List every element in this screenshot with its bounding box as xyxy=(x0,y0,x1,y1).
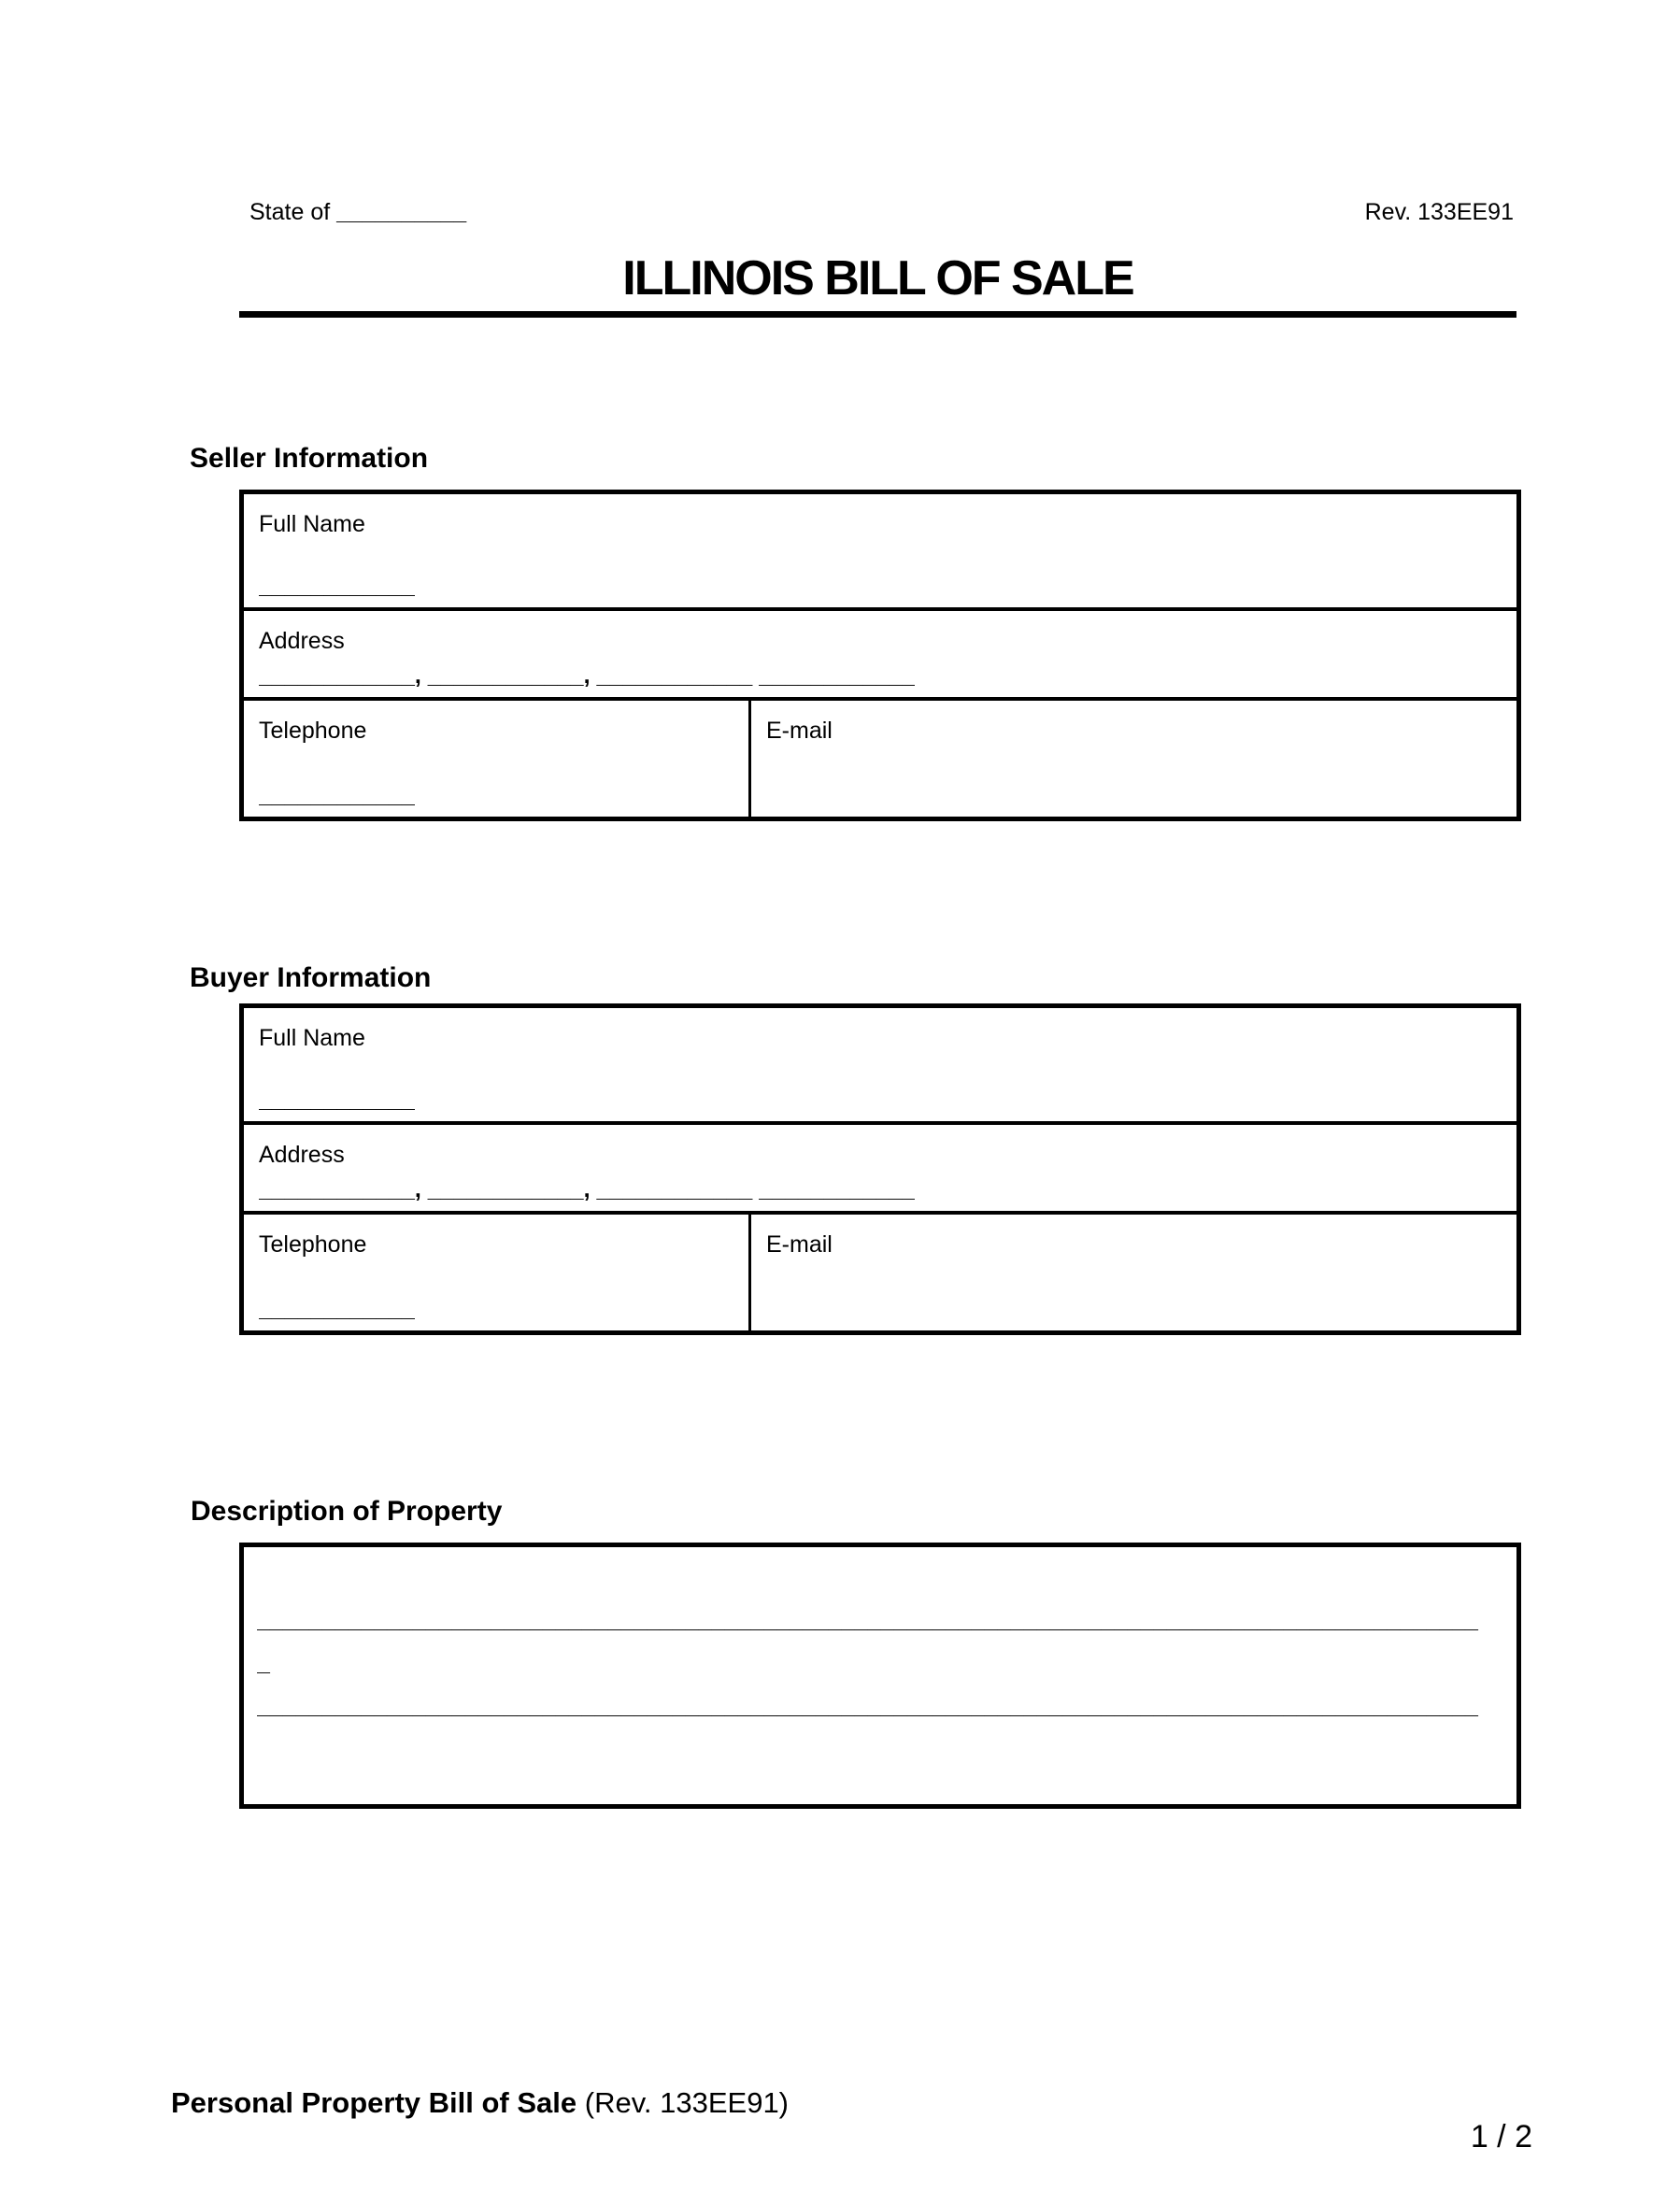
state-of-label: State of xyxy=(249,199,331,225)
description-box xyxy=(239,1543,1521,1809)
buyer-email-label: E-mail xyxy=(766,1231,833,1258)
state-of-line xyxy=(249,199,466,226)
seller-telephone-label: Telephone xyxy=(259,718,367,744)
buyer-full-name-cell xyxy=(244,1008,1516,1125)
description-section-heading: Description of Property xyxy=(191,1496,503,1527)
description-blank-line-2: _ xyxy=(257,1650,270,1676)
title-rule xyxy=(239,311,1516,318)
buyer-telephone-label: Telephone xyxy=(259,1231,367,1258)
buyer-address-label: Address xyxy=(259,1142,345,1168)
footer-revision: (Rev. 133EE91) xyxy=(577,2086,790,2119)
buyer-info-table xyxy=(239,1003,1521,1335)
seller-email-cell xyxy=(751,701,1516,817)
buyer-contact-row xyxy=(244,1215,1516,1330)
revision-label: Rev. 133EE91 xyxy=(1364,199,1514,225)
footer-title-bold: Personal Property Bill of Sale xyxy=(171,2086,577,2119)
seller-email-label: E-mail xyxy=(766,718,833,744)
buyer-telephone-cell xyxy=(244,1215,751,1330)
buyer-telephone-blank: ____________ xyxy=(259,1298,415,1321)
seller-address-cell xyxy=(244,611,1516,701)
seller-info-table xyxy=(239,490,1521,821)
description-blank-line-1: ______________________________________________________________________________________________ xyxy=(257,1607,1478,1633)
buyer-email-cell xyxy=(751,1215,1516,1330)
seller-telephone-cell xyxy=(244,701,751,817)
page-number: 1 / 2 xyxy=(1470,2119,1532,2154)
state-of-blank: __________ xyxy=(336,199,467,225)
seller-address-label: Address xyxy=(259,628,345,654)
seller-section-heading: Seller Information xyxy=(190,443,429,474)
seller-full-name-cell xyxy=(244,494,1516,611)
seller-address-blanks: ____________, ____________, ____________ ____________ xyxy=(259,664,916,688)
seller-full-name-blank: ____________ xyxy=(259,575,415,598)
description-blank-line-3: ______________________________________________________________________________________________ xyxy=(257,1693,1478,1719)
seller-telephone-blank: ____________ xyxy=(259,784,415,807)
footer-document-name xyxy=(171,2086,789,2120)
buyer-address-cell xyxy=(244,1125,1516,1215)
buyer-address-blanks: ____________, ____________, ____________ ____________ xyxy=(259,1178,916,1202)
seller-contact-row xyxy=(244,701,1516,817)
buyer-full-name-label: Full Name xyxy=(259,1025,365,1051)
seller-full-name-label: Full Name xyxy=(259,511,365,537)
buyer-section-heading: Buyer Information xyxy=(190,962,432,993)
document-title: ILLINOIS BILL OF SALE xyxy=(622,251,1133,306)
buyer-full-name-blank: ____________ xyxy=(259,1088,415,1112)
